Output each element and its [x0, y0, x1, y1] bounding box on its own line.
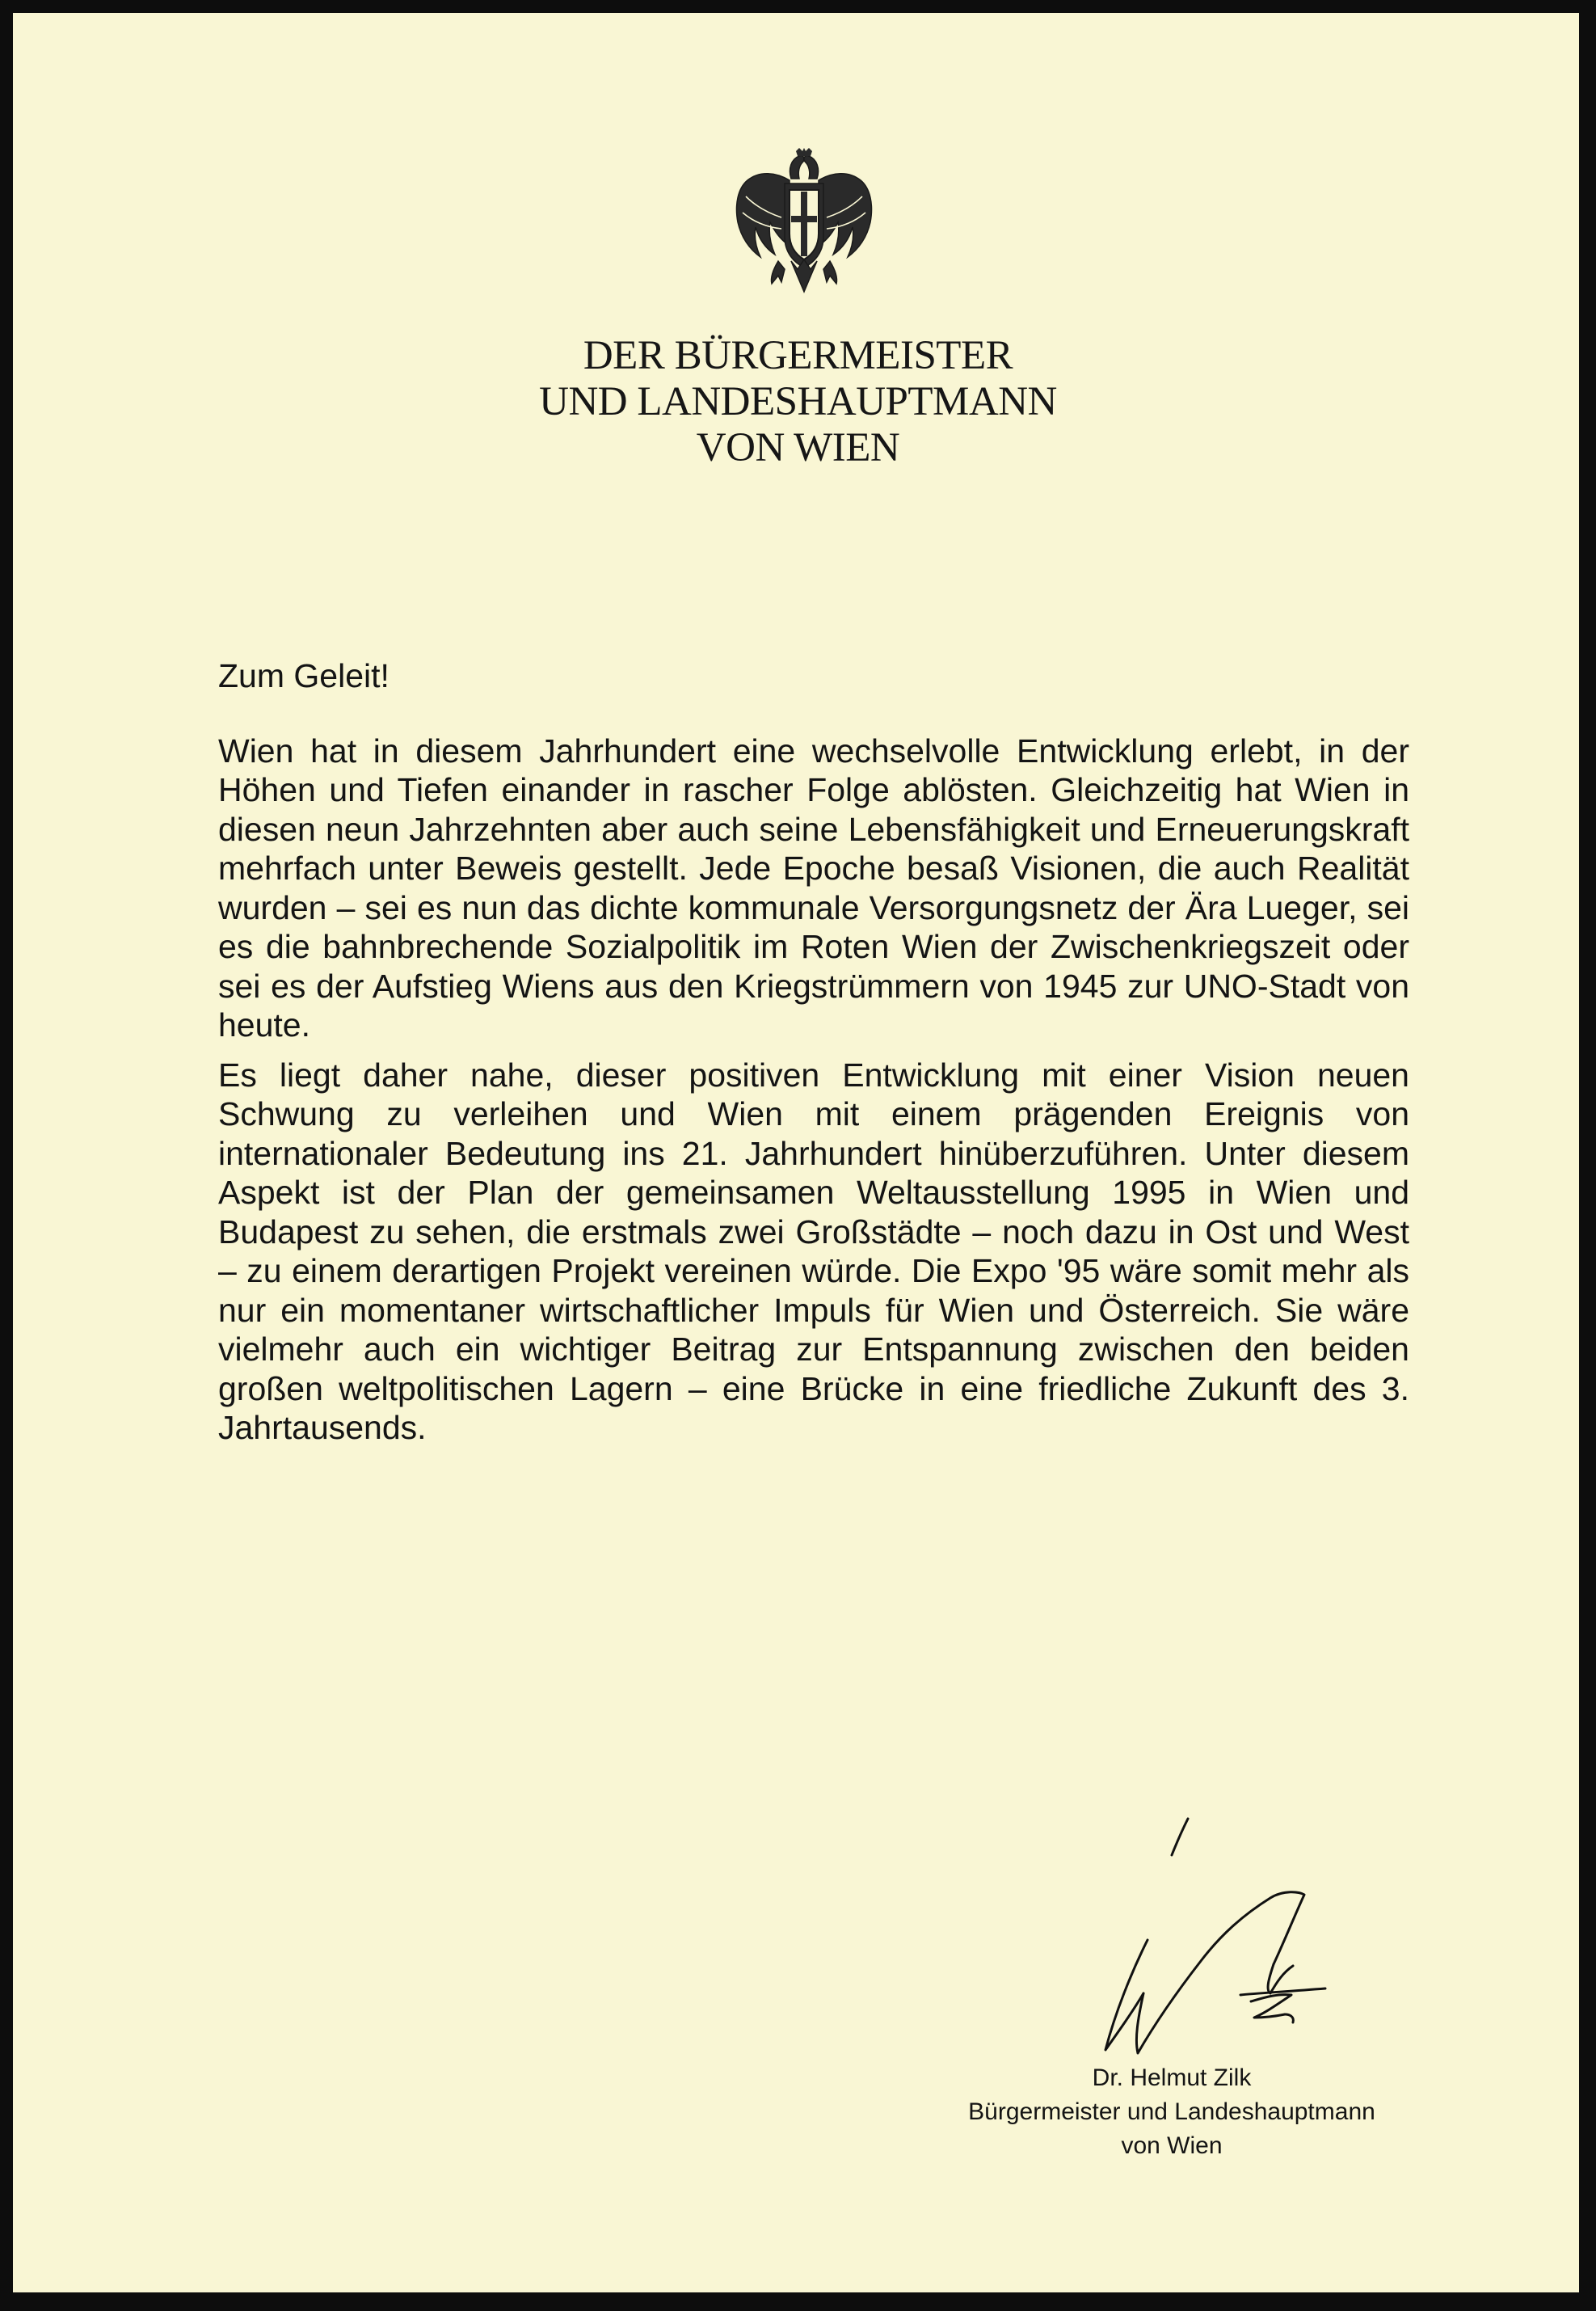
signature-block — [929, 2061, 1414, 2163]
letterhead — [0, 333, 1596, 471]
letterhead-line-2: UND LANDESHAUPTMANN — [539, 379, 1057, 424]
paragraph-2: Es liegt daher nahe, dieser positiven Entwicklung mit einer Vision neuen Schwung zu verleihen und Wien mit einem prägenden Ereignis von internationaler Bedeutung ins 21. Jahrhundert hinüberzuführen. Unter diesem Aspekt ist der Plan der gemeinsamen Weltausstellung 1995 in Wien und Budapest zu sehen, die erstmals zwei Großstädte – noch dazu in Ost und West – zu einem derartigen Projekt vereinen würde. Die Expo '95 wäre somit mehr als nur ein momentaner wirtschaftlicher Impuls für Wien und Österreich. Sie wäre vielmehr auch ein wichtiger Beitrag zur Entspannung zwischen den beiden großen weltpolitischen Lagern – eine Brücke in eine friedliche Zukunft des 3. Jahrtausends. — [218, 1056, 1409, 1446]
signatory-title: Bürgermeister und Landeshauptmann — [968, 2098, 1375, 2125]
letterhead-line-1: DER BÜRGERMEISTER — [583, 333, 1013, 378]
signatory-place: von Wien — [1121, 2132, 1223, 2159]
vienna-eagle-crest-icon — [731, 148, 877, 297]
signatory-name: Dr. Helmut Zilk — [1092, 2064, 1252, 2091]
handwritten-signature — [1042, 1811, 1350, 2069]
salutation: Zum Geleit! — [218, 657, 390, 694]
letterhead-line-3: VON WIEN — [696, 425, 900, 470]
letter-body — [218, 656, 1409, 1448]
paragraph-1: Wien hat in diesem Jahrhundert eine wechselvolle Entwicklung erlebt, in der Höhen und Tiefen einander in rascher Folge ablösten. Gleichzeitig hat Wien in diesen neun Jahrzehnten aber auch seine Lebensfähigkeit und Erneuerungskraft mehrfach unter Beweis gestellt. Jede Epoche besaß Visionen, die auch Realität wurden – sei es nun das dichte kommunale Versorgungsnetz der Ära Lueger, sei es die bahnbrechende Sozialpolitik im Roten Wien der Zwischenkriegszeit oder sei es der Aufstieg Wiens aus den Kriegstrümmern von 1945 zur UNO-Stadt von heute. — [218, 732, 1409, 1044]
